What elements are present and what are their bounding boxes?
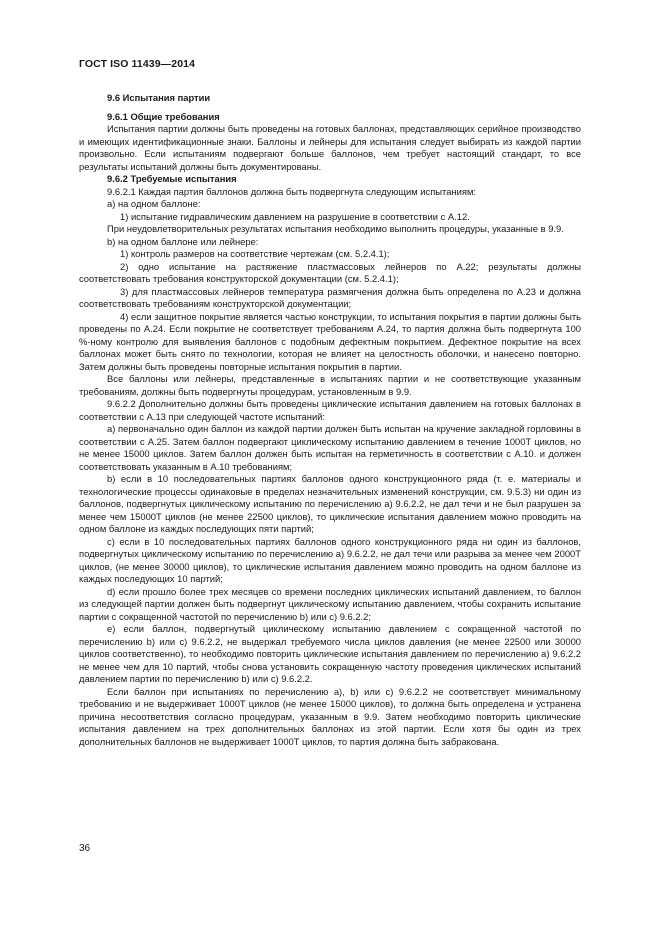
list-item-cycle-d: d) если прошло более трех месяцев со времени последних циклических испытаний давлением, то баллон из следующей партии должен быть подвергнут циклическому испытанию давлением, чтобы сохранить испытание партии с сокращенной частотой по перечислению b) или с) 9.6.2.2; <box>79 585 581 622</box>
list-item-b4: 4) если защитное покрытие является частью конструкции, то испытания покрытия в партии должны быть проведены по А.24. Если покрытие не соответствует требованиям А.24, то партия должна быть подвергнута 100 %-ному контролю для выявления баллонов с подобным дефектным покрытием. Дефектное покрытие на всех баллонах может быть снято по технологии, которая не влияет на целостность оболочки, и нанесено повторно. Затем должны быть проведены повторные испытания покрытия в партии. <box>79 310 581 372</box>
list-item-b2: 2) одно испытание на растяжение пластмассовых лейнеров по А.22; результаты должны соответствовать требования конструкторской документации (см. 5.2.4.1); <box>79 260 581 284</box>
paragraph-9621: 9.6.2.1 Каждая партия баллонов должна быть подвергнута следующим испытаниям: <box>107 185 476 197</box>
section-heading: 9.6 Испытания партии <box>107 92 211 103</box>
subsection-heading-required: 9.6.2 Требуемые испытания <box>107 173 237 184</box>
list-item-a: а) на одном баллоне: <box>107 198 201 209</box>
paragraph-general: Испытания партии должны быть проведены на готовых баллонах, представляющих серийное производство и имеющих идентификационные знаки. Баллоны и лейнеры для испытания следует выбирать из каждой партии произвольно. Если испытаниям подвергают больше баллонов, чем требует настоящий стандарт, то все результаты испытаний должны быть документированы. <box>79 123 581 172</box>
list-item-b1: 1) контроль размеров на соответствие чертежам (см. 5.2.4.1); <box>120 248 390 259</box>
list-item-cycle-a: а) первоначально один баллон из каждой партии должен быть испытан на кручение закладной горловины в соответствии с А.25. Затем баллон подвергают циклическому испытанию давлением в течение 1000T циклов, но не менее 15000 циклов. Затем баллон должен быть испытан на герметичность в соответствии с А.10. и должен соответствовать указанным в А.10 требованиям; <box>79 423 581 472</box>
list-item-b3: 3) для пластмассовых лейнеров температура размягчения должна быть определена по А.23 и должна соответствовать требованиям конструкторской документации; <box>79 285 581 309</box>
list-item-a1: 1) испытание гидравлическим давлением на разрушение в соответствии с А.12. <box>120 210 470 222</box>
page-number: 36 <box>79 843 91 854</box>
paragraph-unsatisfactory: При неудовлетворительных результатах испытания необходимо выполнить процедуры, указанные в 9.9. <box>107 223 564 234</box>
list-item-cycle-b: b) если в 10 последовательных партиях баллонов одного конструкционного ряда (т. е. материалы и технологические процессы одинаковые в пределах незначительных изменений конструкции, см. 9.5.3) ни один из баллонов, подвергнутых циклическому испытанию по перечислению а) 9.6.2.2, не дал течи и не был разрушен за менее чем 15000T циклов (не менее 22500 циклов), то циклические испытания давлением можно проводить на одном баллоне из каждых последующих пяти партий; <box>79 473 581 534</box>
list-item-cycle-c: c) если в 10 последовательных партиях баллонов одного конструкционного ряда ни один из баллонов, подвергнутых циклическому испытанию по перечислению а) 9.6.2.2, не дал течи или разрыва за менее чем 2000T циклов, (не менее 30000 циклов), то циклические испытания давлением можно проводить на одном баллоне из каждых последующих 10 партий; <box>79 535 581 584</box>
list-item-cycle-e: е) если баллон, подвергнутый циклическому испытанию давлением с сокращенной частотой по перечислению b) или с) 9.6.2.2, не выдержал требуемого числа циклов давления (не менее 22500 или 30000 циклов соответственно), то необходимо повторить циклические испытания давлением по перечислению а) 9.6.2.2 не менее чем для 10 партий, чтобы снова установить сокращенную частоту проведения циклических испытаний давлением партии по перечислению b) или с) 9.6.2.2. <box>79 623 581 684</box>
document-header: ГОСТ ISO 11439—2014 <box>79 58 196 70</box>
subsection-heading-general: 9.6.1 Общие требования <box>107 110 220 122</box>
paragraph-final: Если баллон при испытаниях по перечислению а), b) или с) 9.6.2.2 не соответствует минимальному требованию и не выдерживает 1000T циклов (не менее 15000 циклов), то должна быть определена и устранена причина несоответствия согласно процедурам, указанным в 9.9. Затем необходимо повторить циклические испытания давлением на трех дополнительных баллонах из этой партии. Если хотя бы один из трех дополнительных баллонов не выдерживает 1000T циклов, то партия должна быть забракована. <box>79 685 581 747</box>
paragraph-all-cylinders: Все баллоны или лейнеры, представленные в испытаниях партии и не соответствующие указанным требованиям, должны быть подвергнуты процедурам, установленным в 9.9. <box>79 373 581 397</box>
document-body <box>79 92 581 748</box>
paragraph-9622: 9.6.2.2 Дополнительно должны быть проведены циклические испытания давлением на готовых баллонах в соответствии с А.13 при следующей частоте испытаний: <box>79 398 581 422</box>
list-item-b: b) на одном баллоне или лейнере: <box>107 235 259 247</box>
